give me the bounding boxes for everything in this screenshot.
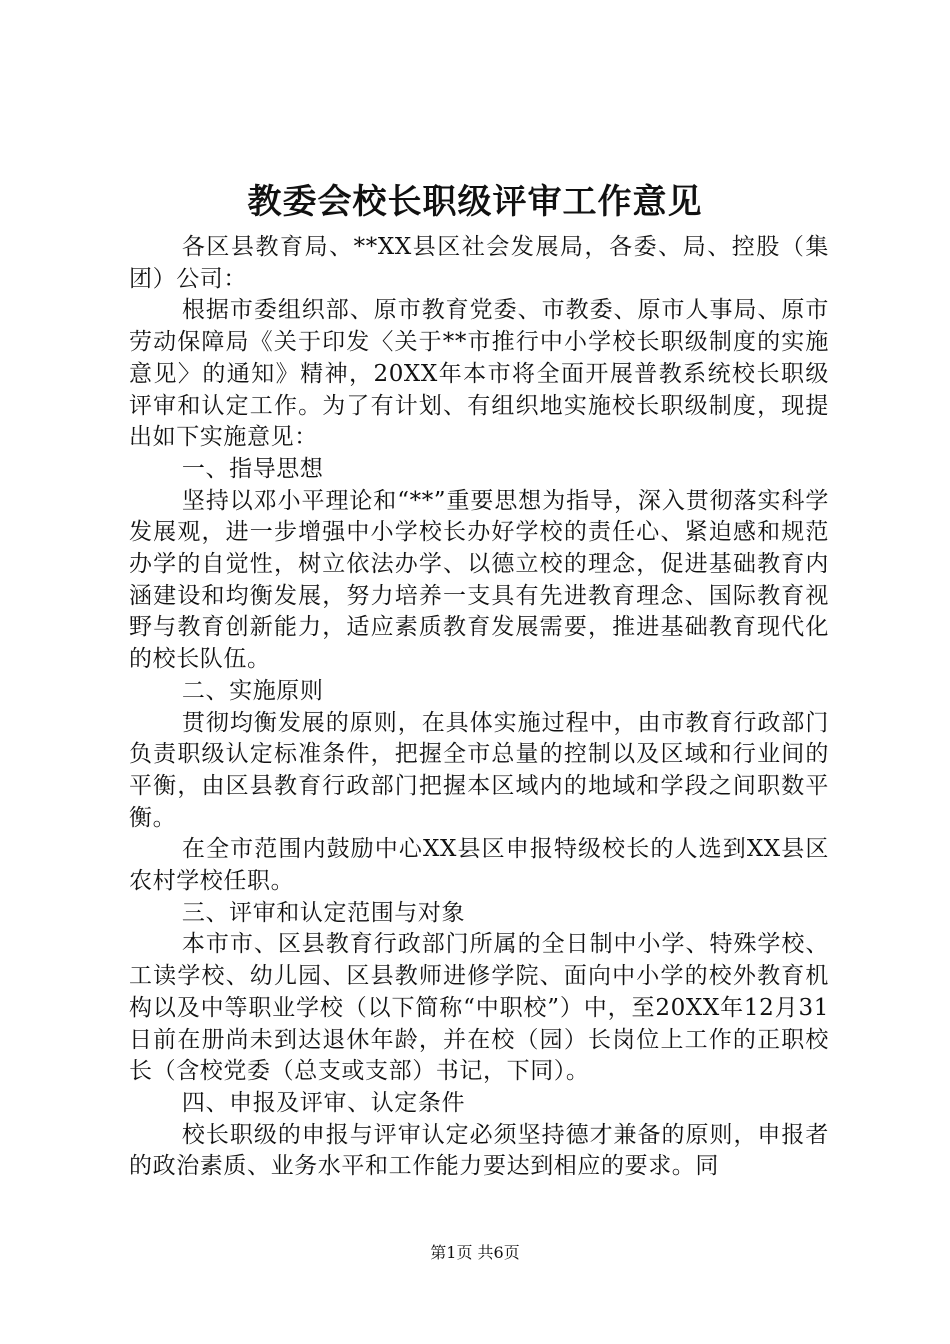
section-heading-principles: 二、实施原则 <box>181 677 324 704</box>
principles-paragraph-2: 在全市范围内鼓励中心XX县区申报特级校长的人选到XX县区农村学校任职。 <box>129 836 829 895</box>
scope-paragraph: 本市市、区县教育行政部门所属的全日制中小学、特殊学校、工读学校、幼儿园、区县教师进修学院、面向中小学的校外教育机构以及中等职业学校（以下简称“中职校”）中，至20XX年12月31日前在册尚未到达退休年龄，并在校（园）长岗位上工作的正职校长（含校党委（总支或支部）书记，下同）。 <box>129 931 829 1085</box>
intro-paragraph: 根据市委组织部、原市教育党委、市教委、原市人事局、原市劳动保障局《关于印发〈关于**市推行中小学校长职级制度的实施意见〉的通知》精神，20XX年本市将全面开展普教系统校长职级评审和认定工作。为了有计划、有组织地实施校长职级制度，现提出如下实施意见： <box>129 297 829 451</box>
document-body <box>129 232 829 1183</box>
page-number-footer: 第1页 共6页 <box>430 1243 520 1262</box>
guiding-thought-paragraph: 坚持以邓小平理论和“**”重要思想为指导，深入贯彻落实科学发展观，进一步增强中小学校长办好学校的责任心、紧迫感和规范办学的自觉性，树立依法办学、以德立校的理念，促进基础教育内涵建设和均衡发展，努力培养一支具有先进教育理念、国际教育视野与教育创新能力，适应素质教育发展需要，推进基础教育现代化的校长队伍。 <box>129 487 829 673</box>
document-title: 教委会校长职级评审工作意见 <box>247 182 703 222</box>
section-heading-conditions: 四、申报及评审、认定条件 <box>181 1089 466 1116</box>
salutation-paragraph: 各区县教育局、**XX县区社会发展局，各委、局、控股（集团）公司： <box>129 234 829 292</box>
principles-paragraph: 贯彻均衡发展的原则，在具体实施过程中，由市教育行政部门负责职级认定标准条件，把握全市总量的控制以及区域和行业间的平衡，由区县教育行政部门把握本区域内的地域和学段之间职数平衡。 <box>129 709 829 831</box>
conditions-paragraph: 校长职级的申报与评审认定必须坚持德才兼备的原则，申报者的政治素质、业务水平和工作能力要达到相应的要求。同 <box>129 1121 829 1180</box>
section-heading-scope: 三、评审和认定范围与对象 <box>181 899 466 926</box>
section-heading-guiding-thought: 一、指导思想 <box>181 455 324 482</box>
